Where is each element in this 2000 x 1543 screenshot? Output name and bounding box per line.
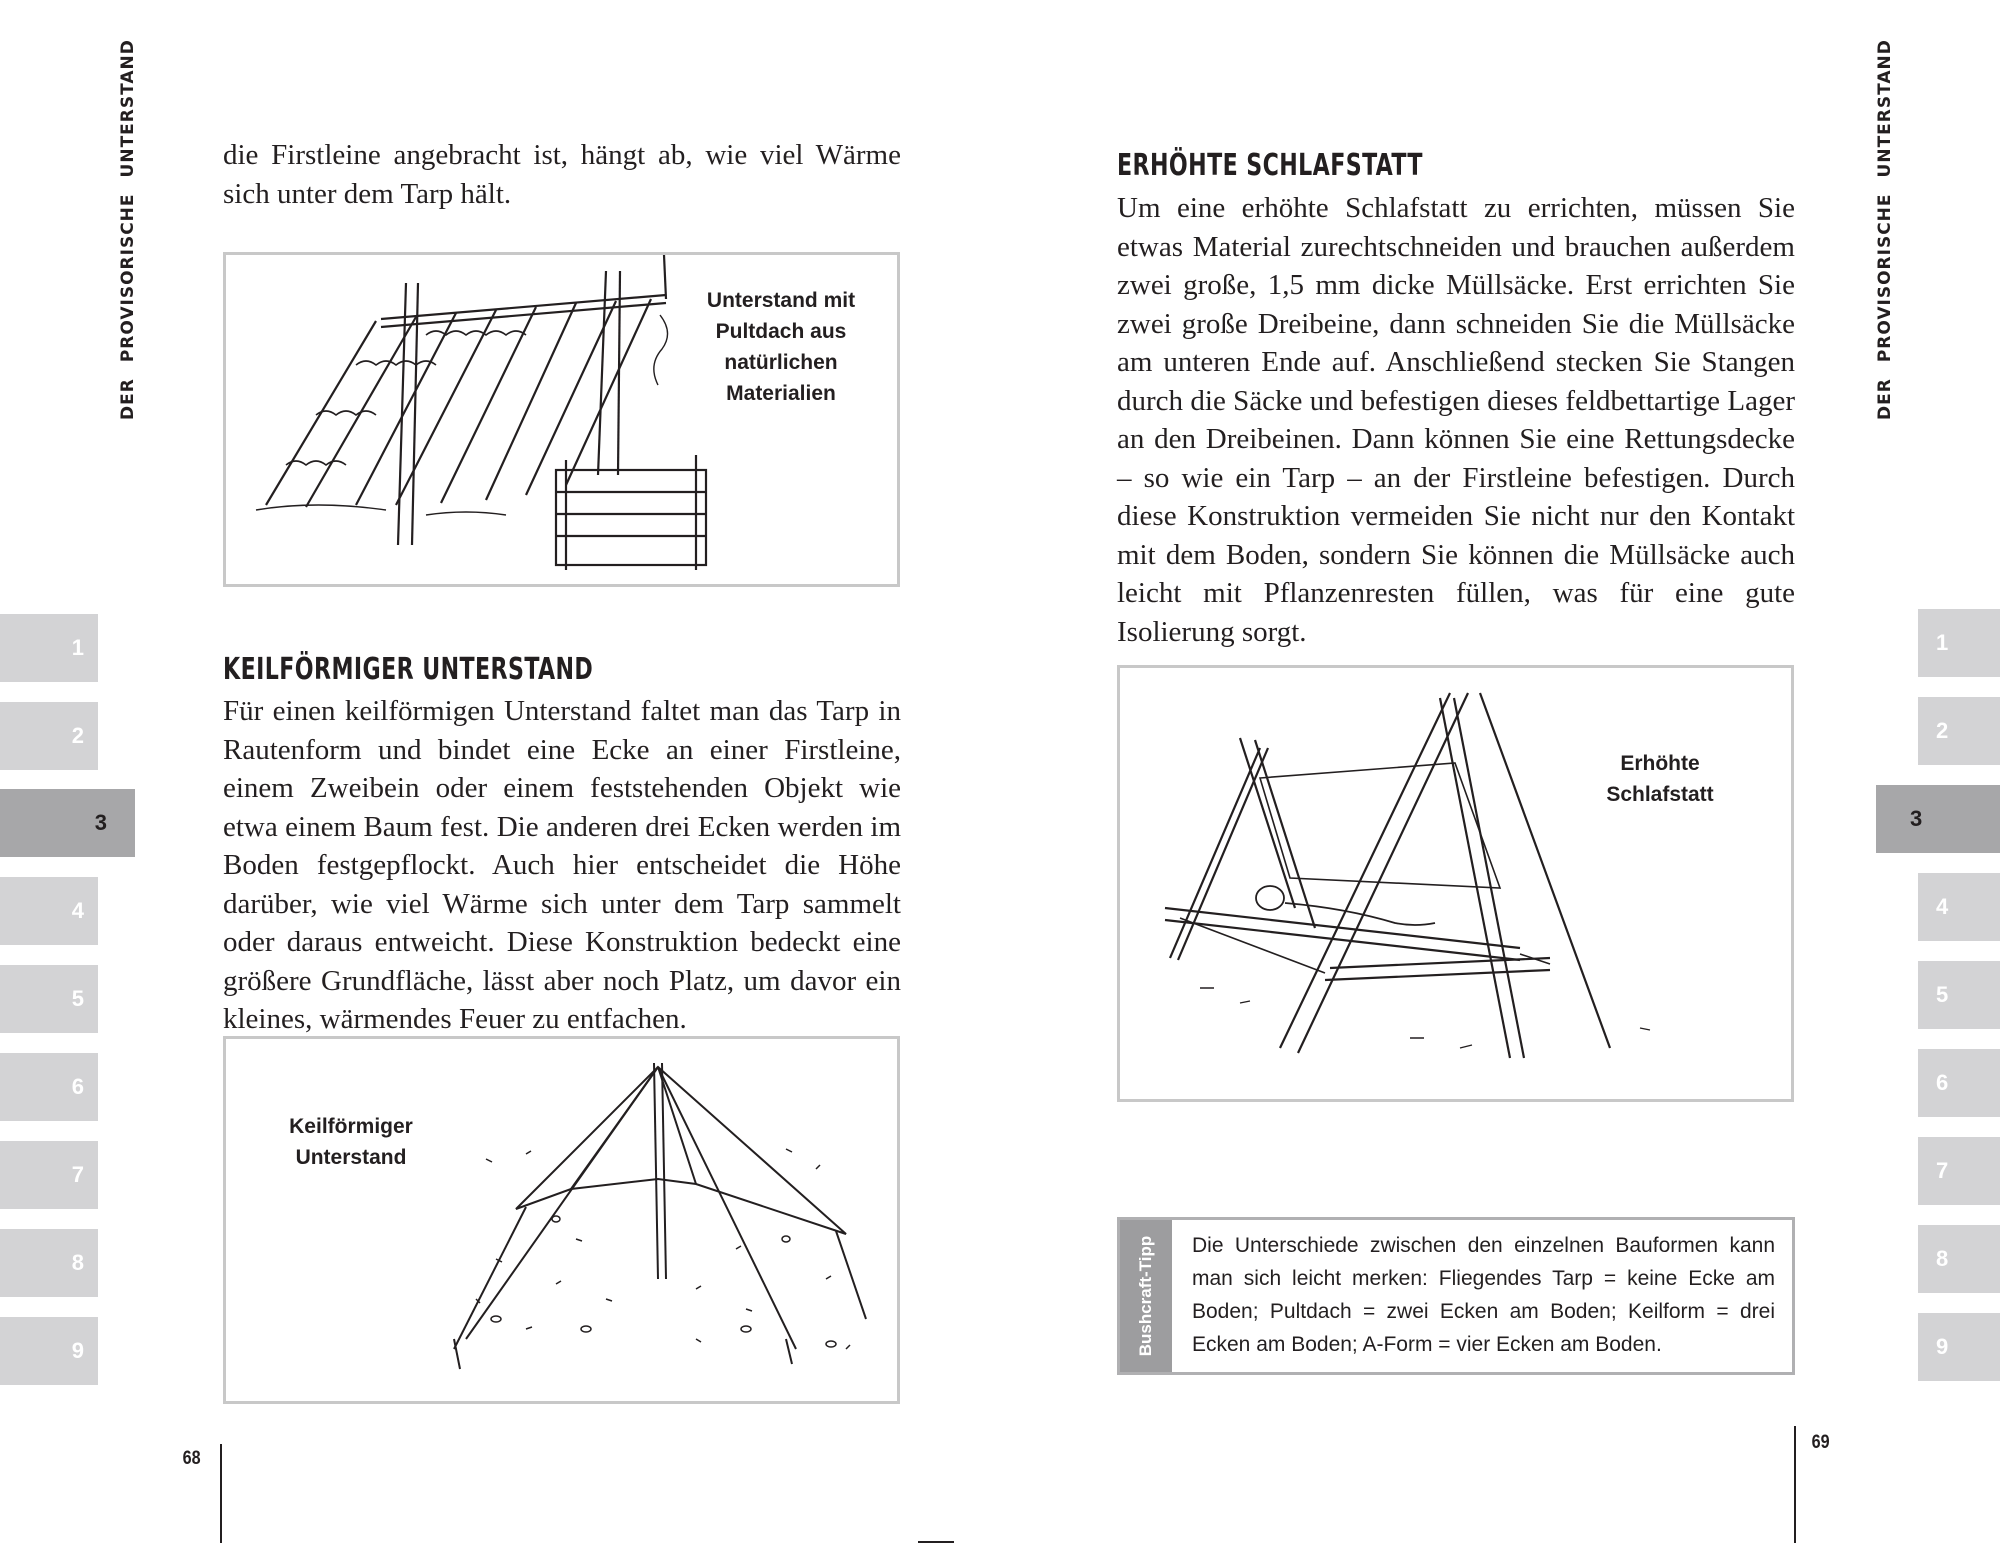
chapter-tab-4[interactable]: 4 <box>1918 873 2000 941</box>
running-head-word: DER <box>1875 378 1895 420</box>
bushcraft-tip-label: Bushcraft-Tipp <box>1120 1220 1172 1372</box>
page-number-right: 69 <box>1811 1432 1830 1453</box>
figure-lean-to <box>223 252 900 587</box>
section-paragraph-erhoehte-schlafstatt: Um eine erhöhte Schlafstatt zu errichten, müssen Sie etwas Material zurechtschneiden und brauchen außerdem zwei große, 1,5 mm dicke Müllsäcke. Erst errichten Sie zwei große Dreibeine, dann schneiden Sie die Müllsäcke am unteren Ende auf. Anschließend stecken Sie Stangen durch die Säcke und befestigen dieses feldbettartige Lager an den Dreibeinen. Dann können Sie eine Rettungsdecke – so wie ein Tarp – an der Firstleine befestigen. Durch diese Konstruktion vermeiden Sie nicht nur den Kontakt mit dem Boden, sondern Sie können die Müllsäcke auch leicht mit Pflanzenresten füllen, was für eine gute Isolierung sorgt. <box>1117 192 1795 648</box>
raised-bed-illustration <box>1120 668 1797 1105</box>
chapter-tab-6[interactable]: 6 <box>0 1053 98 1121</box>
running-head-right <box>1875 23 1895 420</box>
chapter-tab-7[interactable]: 7 <box>1918 1137 2000 1205</box>
chapter-tab-5[interactable]: 5 <box>0 965 98 1033</box>
section-heading-keilfoermig: KEILFÖRMIGER UNTERSTAND <box>223 652 594 687</box>
chapter-tab-2[interactable]: 2 <box>1918 697 2000 765</box>
running-head-word: UNTERSTAND <box>1875 39 1895 178</box>
page-number-rule-right <box>1794 1426 1796 1543</box>
section-paragraph-keilfoermig: Für einen keilförmigen Unterstand faltet man das Tarp in Rautenform und bindet eine Ecke an einer Firstleine, einem Zweibein oder einem feststehenden Objekt wie etwa einem Baum fest. Die anderen drei Ecken werden im Boden festgepflockt. Auch hier entscheidet die Höhe darüber, wie viel Wärme sich unter dem Tarp sammelt oder daraus entweicht. Diese Konstruktion bedeckt eine größere Grundfläche, lässt aber noch Platz, um davor ein kleines, wärmendes Feuer zu entfachen. <box>223 695 901 1035</box>
running-head-left <box>118 23 138 420</box>
running-head-word: UNTERSTAND <box>118 39 138 178</box>
figure-raised-bed <box>1117 665 1794 1102</box>
chapter-tab-6[interactable]: 6 <box>1918 1049 2000 1117</box>
figure-caption: Unterstand mit Pultdach aus natürlichen Materialien <box>706 289 856 405</box>
chapter-tab-9[interactable]: 9 <box>1918 1313 2000 1381</box>
figure-caption: Erhöhte Schlafstatt <box>1606 752 1714 806</box>
running-head-word: PROVISORISCHE <box>1875 193 1895 363</box>
running-head-word: PROVISORISCHE <box>118 193 138 363</box>
wedge-shelter-illustration <box>226 1039 903 1407</box>
chapter-tab-8[interactable]: 8 <box>1918 1225 2000 1293</box>
chapter-tab-8[interactable]: 8 <box>0 1229 98 1297</box>
chapter-tab-9[interactable]: 9 <box>0 1317 98 1385</box>
chapter-tab-5[interactable]: 5 <box>1918 961 2000 1029</box>
chapter-tab-3[interactable]: 3 <box>0 789 135 857</box>
chapter-tab-1[interactable]: 1 <box>1918 609 2000 677</box>
bushcraft-tip-text: Die Unterschiede zwischen den einzelnen Bauformen kann man sich leicht merken: Fliegendes Tarp = keine Ecke am Boden; Pultdach = zwei Ecken am Boden; Keilform = drei Ecken am Boden; A-Form = vier Ecken am Boden. <box>1192 1234 1775 1356</box>
intro-paragraph: die Firstleine angebracht ist, hängt ab, wie viel Wärme sich unter dem Tarp hält. <box>223 139 901 210</box>
running-head-word: DER <box>118 378 138 420</box>
chapter-tab-2[interactable]: 2 <box>0 702 98 770</box>
figure-wedge-shelter <box>223 1036 900 1404</box>
chapter-tab-3[interactable]: 3 <box>1876 785 2000 853</box>
chapter-tab-1[interactable]: 1 <box>0 614 98 682</box>
chapter-tab-4[interactable]: 4 <box>0 877 98 945</box>
bushcraft-tip-box <box>1117 1217 1795 1375</box>
page-number-rule-left <box>220 1444 222 1543</box>
section-heading-erhoehte-schlafstatt: ERHÖHTE SCHLAFSTATT <box>1117 148 1423 183</box>
figure-caption: Keilförmiger Unterstand <box>289 1115 413 1169</box>
page-number-left: 68 <box>182 1448 201 1469</box>
chapter-tab-7[interactable]: 7 <box>0 1141 98 1209</box>
